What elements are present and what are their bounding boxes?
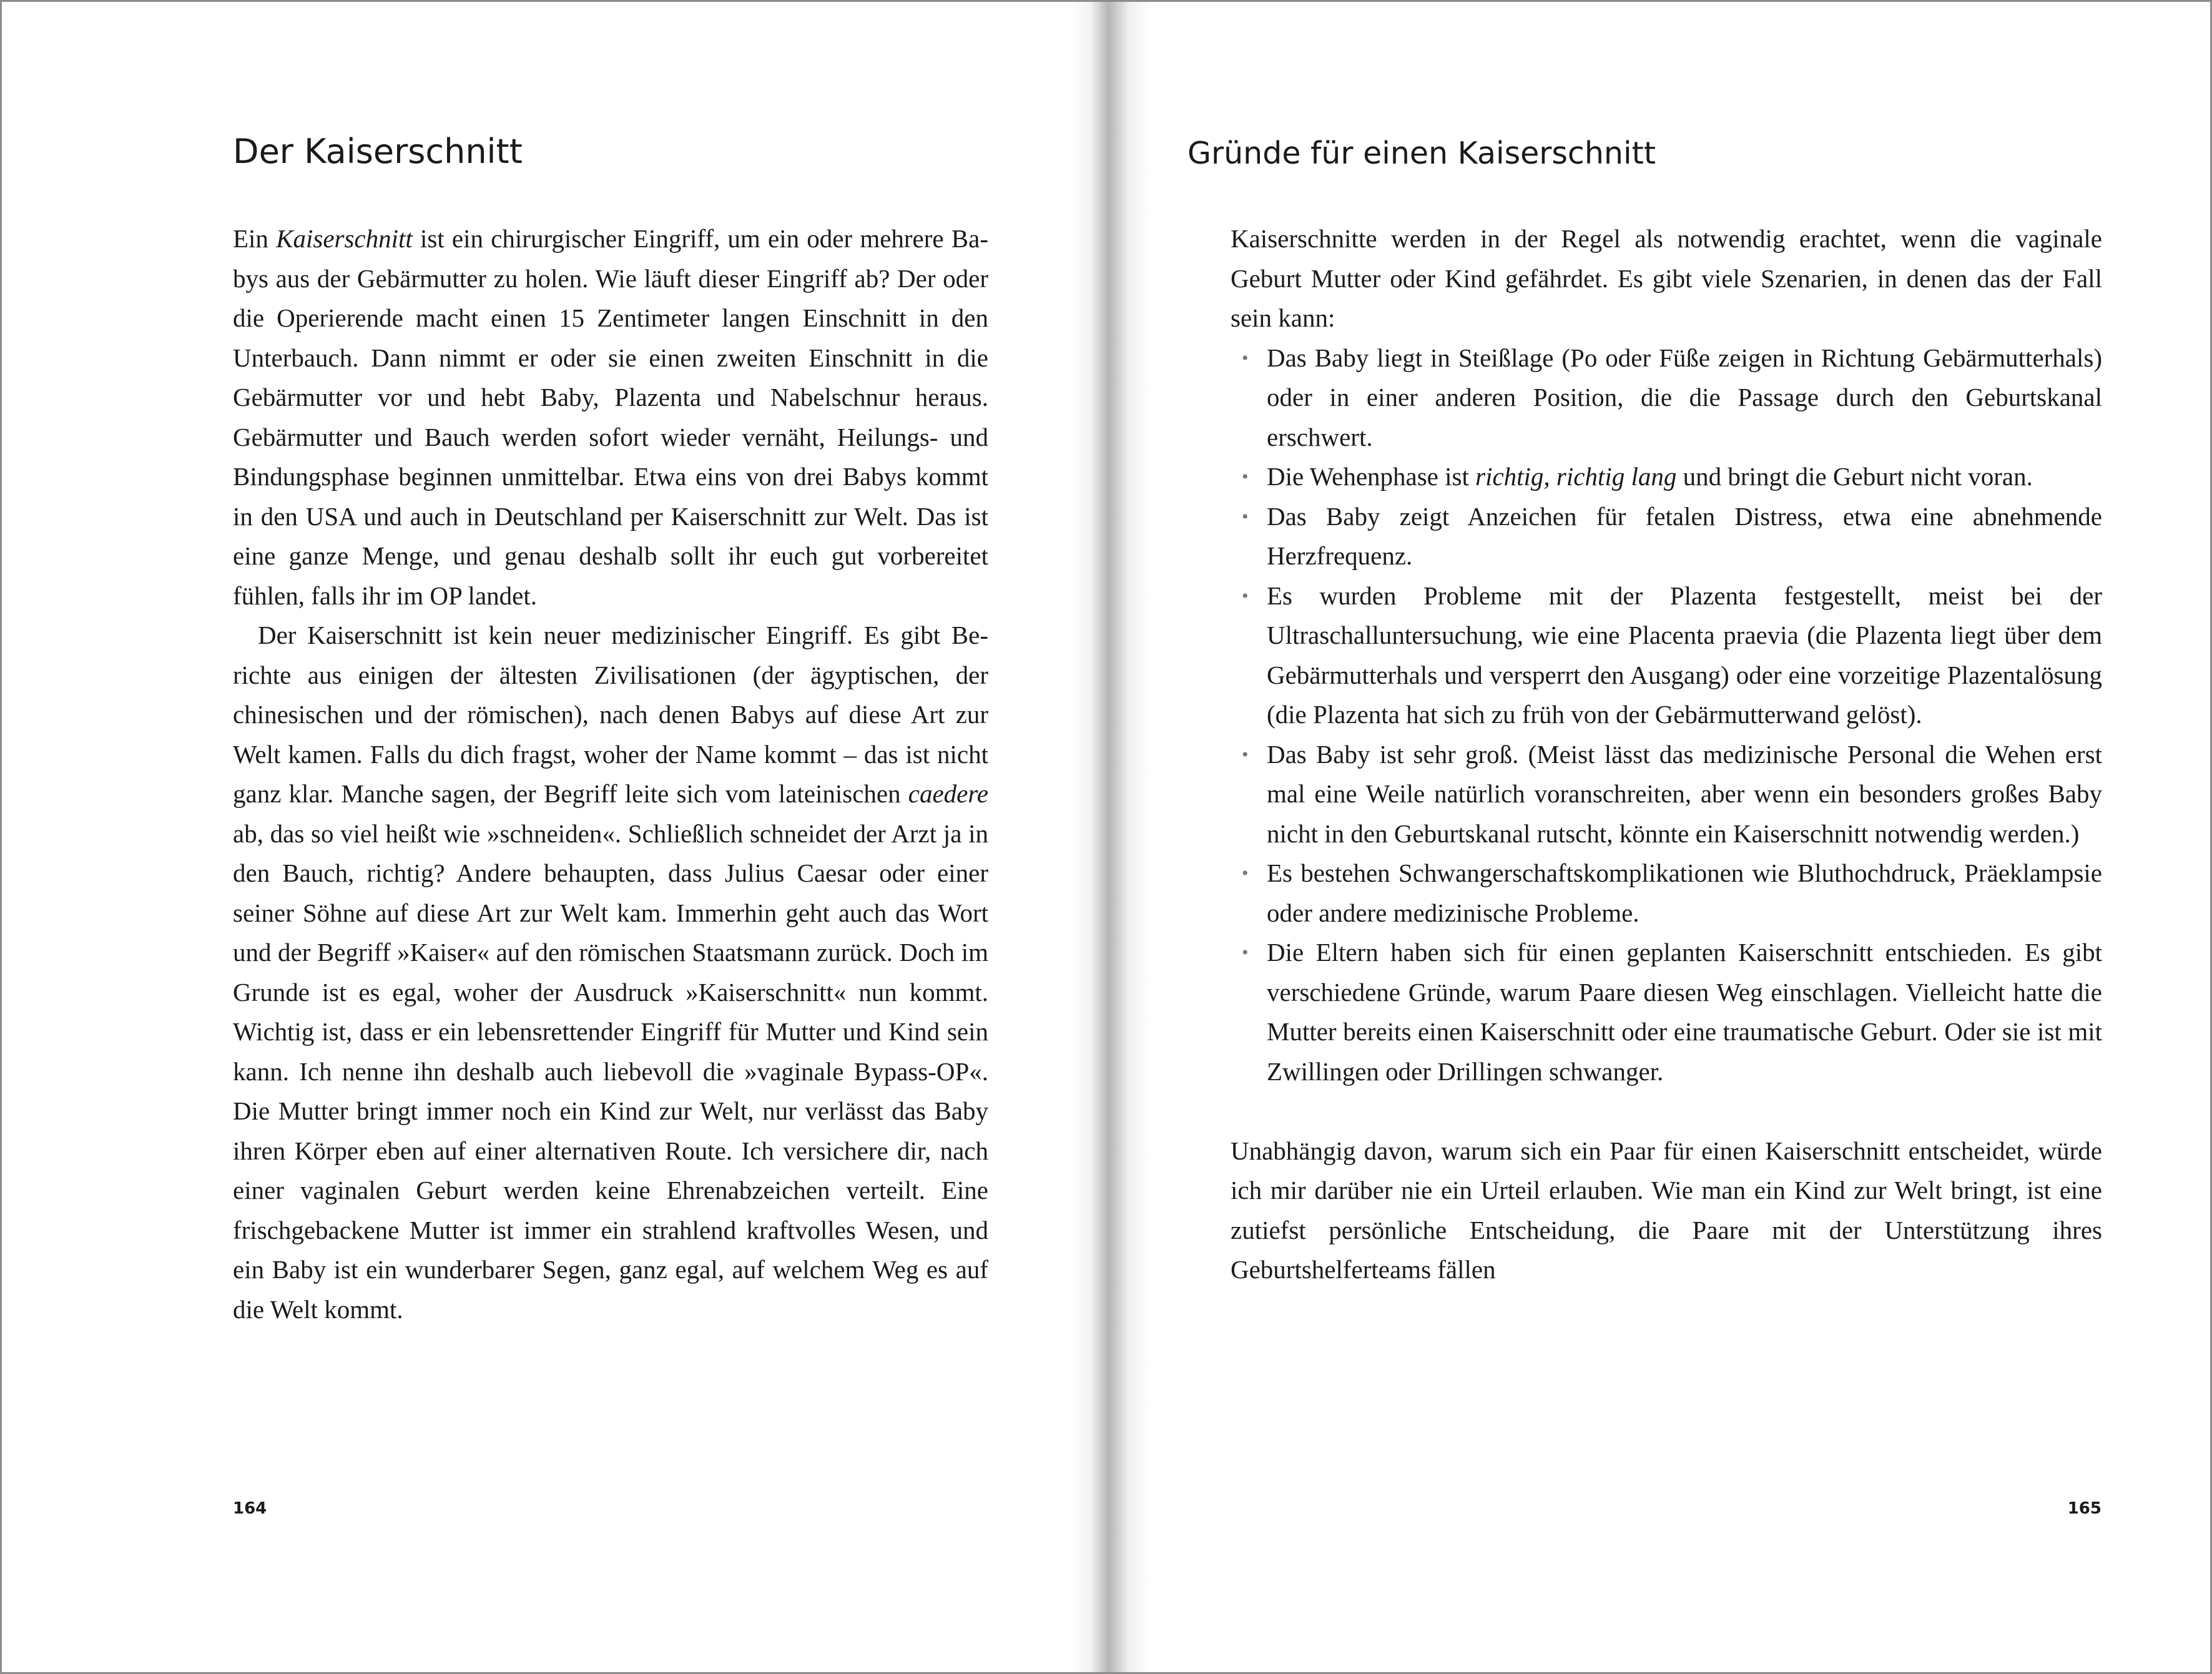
list-item-text: Die Eltern haben sich für einen geplanten Kaiserschnitt entschieden. Es gibt verschiedene Gründe, warum Paare diesen Weg einschlagen. Vielleicht hatte die Mutter bereits einen Kaiserschnitt oder eine traumatische Geburt. Oder sie ist mit Zwillingen oder Drillingen schwanger. xyxy=(1267,938,2102,1086)
paragraph-1-lead: Ein xyxy=(233,224,277,253)
list-item xyxy=(1231,933,2102,1091)
list-item xyxy=(1231,854,2102,933)
bullet-icon: • xyxy=(1242,744,1249,765)
list-item-text: Das Baby liegt in Steißlage (Po oder Füße zeigen in Richtung Gebärmutterhals) oder in einer anderen Position, die die Passage durch den Geburtskanal erschwert. xyxy=(1267,343,2102,451)
list-item-italic-term: richtig, richtig lang xyxy=(1475,462,1677,491)
bullet-icon: • xyxy=(1242,585,1249,606)
reasons-list xyxy=(1231,338,2102,1092)
list-item xyxy=(1231,576,2102,735)
bullet-icon: • xyxy=(1242,506,1249,527)
left-page-number: 164 xyxy=(233,1499,267,1518)
list-item-text: und bringt die Geburt nicht voran. xyxy=(1676,462,2033,491)
list-item-text: Es wurden Probleme mit der Plazenta festgestellt, meist bei der Ultraschalluntersuchung, wie eine Placenta praevia (die Plazenta liegt über dem Gebärmutterhals und versperrt den Ausgang) oder eine vorzeitige Plazentalösung (die Plazenta hat sich zu früh von der Gebärmutterwand gelöst). xyxy=(1267,581,2102,729)
list-item xyxy=(1231,735,2102,854)
list-item xyxy=(1231,457,2102,497)
paragraph-1-text: ist ein chirurgischer Eingriff, um ein oder mehrere Babys aus der Gebärmutter zu holen. Wie läuft dieser Eingriff ab? Der oder die Operierende macht einen 15 Zentimeter langen Einschnitt in den Unterbauch. Dann nimmt er oder sie einen zweiten Einschnitt in die Gebärmutter vor und hebt Baby, Plazenta und Nabelschnur heraus. Gebärmutter und Bauch werden sofort wieder vernäht, Heilungs- und Bindungsphase beginnen unmittelbar. Etwa eins von drei Babys kommt in den USA und auch in Deutschland per Kaiserschnitt zur Welt. Das ist eine ganze Menge, und genau deshalb sollt ihr euch gut vorbereitet fühlen, falls ihr im OP landet. xyxy=(233,224,988,610)
list-item xyxy=(1231,338,2102,458)
paragraph-2-lead: Der Kaiserschnitt ist kein neuer medizinischer Eingriff. Es gibt Berichte aus einigen der ältesten Zivilisationen (der ägyptischen, der chinesischen und der römischen), nach denen Babys auf diese Art zur Welt kamen. Falls du dich fragst, woher der Name kommt – das ist nicht ganz klar. Manche sagen, der Begriff leite sich vom lateinischen xyxy=(233,621,988,808)
list-item xyxy=(1231,497,2102,576)
right-page xyxy=(1108,2,2212,1672)
right-page-number: 165 xyxy=(2067,1499,2101,1518)
left-page-heading: Der Kaiserschnitt xyxy=(233,132,523,171)
left-gutter-shadow xyxy=(1070,2,1108,1672)
bullet-icon: • xyxy=(1242,863,1249,884)
right-intro-paragraph: Kaiserschnitte werden in der Regel als notwendig erachtet, wenn die vaginale Geburt Mutter oder Kind gefährdet. Es gibt viele Szenarien, in denen das der Fall sein kann: xyxy=(1231,224,2102,332)
bullet-icon: • xyxy=(1242,466,1249,487)
left-page xyxy=(2,2,1108,1672)
right-page-heading: Gründe für einen Kaiserschnitt xyxy=(1187,135,1656,171)
left-page-body xyxy=(233,219,988,1329)
list-item-text: Es bestehen Schwangerschaftskomplikationen wie Bluthochdruck, Präeklampsie oder andere medizinische Probleme. xyxy=(1267,859,2102,927)
bullet-icon: • xyxy=(1242,942,1249,963)
section-spacer xyxy=(1231,1091,2102,1131)
left-paragraph-2 xyxy=(233,616,988,1329)
paragraph-2-text: ab, das so viel heißt wie »schneiden«. Schließlich schneidet der Arzt ja in den Bauch, richtig? Andere behaupten, dass Julius Caesar oder einer seiner Söhne auf diese Art zur Welt kam. Immerhin geht auch das Wort und der Begriff »Kaiser« auf den römischen Staatsmann zurück. Doch im Grunde ist es egal, woher der Ausdruck »Kaiserschnitt« nun kommt. Wichtig ist, dass er ein lebensrettender Eingriff für Mutter und Kind sein kann. Ich nenne ihn deshalb auch liebevoll die »vaginale Bypass-OP«. Die Mutter bringt immer noch ein Kind zur Welt, nur verlässt das Baby ihren Körper eben auf einer alternativen Route. Ich versichere dir, nach einer vaginalen Geburt werden keine Ehrenabzeichen verteilt. Eine frischgebackene Mutter ist immer ein strahlend kraftvolles Wesen, und ein Baby ist ein wunderbarer Segen, ganz egal, auf welchem Weg es auf die Welt kommt. xyxy=(233,819,988,1324)
list-item-text: Die Wehenphase ist xyxy=(1267,462,1476,491)
list-item-text: Das Baby zeigt Anzeichen für fetalen Distress, etwa eine abnehmende Herzfrequenz. xyxy=(1267,501,2102,570)
right-gutter-shadow xyxy=(1108,2,1151,1672)
bullet-icon: • xyxy=(1242,347,1249,368)
list-item-text: Das Baby ist sehr groß. (Meist lässt das medizinische Personal die Wehen erst mal eine Weile natürlich voranschreiten, aber wenn ein besonders großes Baby nicht in den Geburtskanal rutscht, könnte ein Kaiserschnitt notwendig werden.) xyxy=(1267,739,2102,848)
right-page-body xyxy=(1231,219,2102,1290)
right-closing-paragraph: Unabhängig davon, warum sich ein Paar für einen Kaiserschnitt entscheidet, würde ich mir darüber nie ein Urteil erlauben. Wie man ein Kind zur Welt bringt, ist eine zutiefst persönliche Entscheidung, die Paare mit der Unterstützung ihres Geburtshelferteams fällen xyxy=(1231,1136,2102,1284)
paragraph-2-italic-term: caedere xyxy=(908,779,988,808)
left-paragraph-1 xyxy=(233,219,988,616)
paragraph-1-italic-term: Kaiserschnitt xyxy=(276,224,413,253)
